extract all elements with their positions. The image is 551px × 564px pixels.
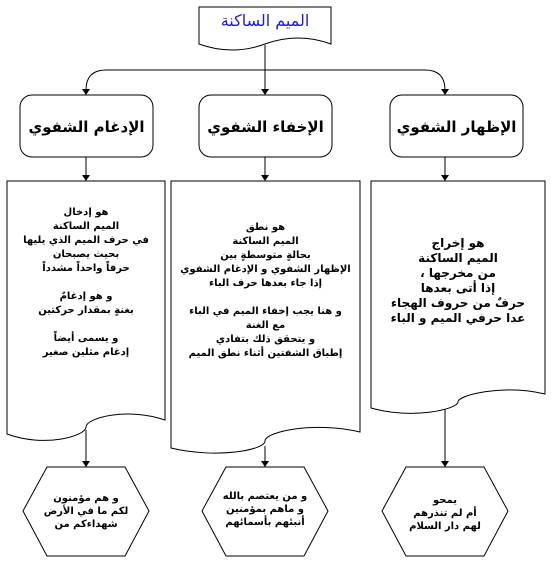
body-line: الميم الساكنة: [418, 251, 498, 265]
body-ikhfa: [173, 221, 358, 361]
example-line: و هم مؤمنون: [53, 493, 119, 504]
body-line: بحالةٍ متوسطةٍ بين: [220, 250, 311, 261]
example-izhar: [389, 494, 501, 533]
body-line: حرفٌ من حروف الهجاء: [390, 296, 526, 310]
example-line: لهم دار السلام: [409, 521, 481, 532]
body-line: بحيث يصبحان: [52, 249, 120, 260]
body-line: بغنةٍ بمقدار حركتين: [38, 305, 134, 316]
body-izhar: [373, 236, 543, 326]
example-ikhfa: [209, 490, 321, 529]
body-line: مع الغنة: [245, 320, 286, 331]
body-line: إذا أتى بعدها: [420, 281, 496, 295]
body-line: إطباق الشفتين أثناء نطق الميم: [188, 348, 343, 359]
heading-ikhfa: الإخفاء الشفوي: [207, 118, 324, 136]
body-line: الميم الساكنة: [52, 221, 120, 232]
body-line: إذا جاء بعدها حرف الباء: [208, 278, 323, 289]
body-line: إدغام مثلين صغير: [42, 347, 130, 358]
body-line: و يسمى أيضاً: [53, 333, 119, 344]
body-line: من مخرجها ،: [420, 266, 496, 280]
example-line: لكم ما في الأرض: [43, 506, 129, 517]
body-idgham: [10, 206, 162, 360]
body-line: هو إدخال: [63, 207, 109, 218]
example-line: أنبئهم بأسمائهم: [225, 517, 305, 528]
example-line: شهداءكم من: [54, 519, 118, 530]
body-line: عدا حرفي الميم و الباء: [390, 311, 526, 325]
body-line: حرفاً واحداً مشدداً: [42, 263, 130, 274]
page-title: الميم الساكنة: [220, 11, 310, 30]
example-line: و ماهم بمؤمنين: [226, 504, 304, 515]
heading-idgham: الإدغام الشفوي: [28, 118, 145, 136]
body-line: الإظهار الشفوي و الإدغام الشفوي: [180, 264, 351, 275]
example-line: أم لم تنذرهم: [413, 508, 477, 519]
body-line: و يتحقق ذلك بتفادي: [215, 334, 316, 345]
example-line: و من يعتصم بالله: [222, 491, 308, 502]
body-line: و هو إدغامٌ: [59, 291, 113, 302]
example-line: يمحو: [433, 495, 457, 506]
body-line: في حرف الميم الذي يليها: [23, 235, 149, 246]
example-idgham: [30, 492, 142, 531]
body-line: و هنا يجب إخفاء الميم في الباء: [189, 306, 342, 317]
body-line: هو نطق: [245, 222, 286, 233]
body-line: الميم الساكنة: [232, 236, 299, 247]
heading-izhar: الإظهار الشفوي: [396, 118, 517, 136]
body-line: هو إخراج: [431, 236, 485, 250]
